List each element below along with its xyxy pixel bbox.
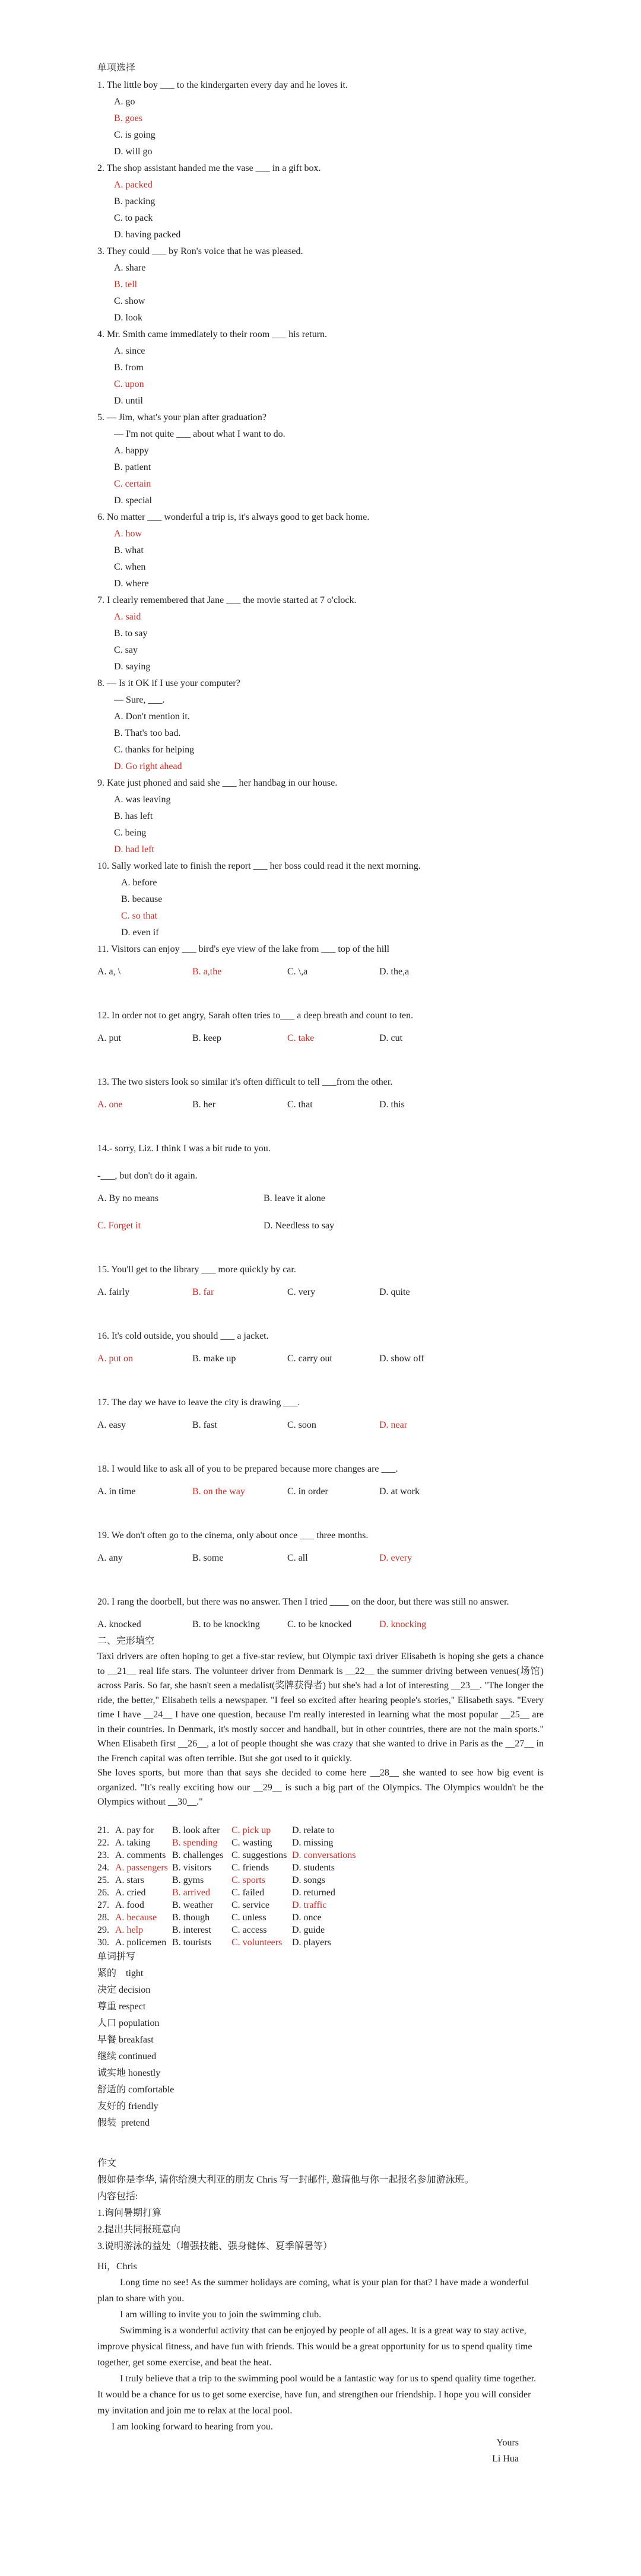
answer-option: B. what	[114, 545, 144, 555]
question-stem: 20. I rang the doorbell, but there was no answer. Then I tried ____ on the door, but there was still no answer.	[97, 1597, 509, 1607]
question-stem: 14.- sorry, Liz. I think I was a bit rude to you.	[97, 1144, 271, 1154]
answer-option: A. since	[114, 346, 145, 356]
vocab-item: 人口 population	[97, 2018, 160, 2028]
answer-option: A. put	[97, 1033, 121, 1043]
answer-option: A. said	[114, 612, 141, 622]
cloze-option: C. volunteers	[231, 1937, 283, 1948]
answer-option: C. \,a	[287, 967, 308, 977]
answer-option: D. even if	[121, 928, 159, 938]
answer-option: A. knocked	[97, 1619, 141, 1630]
prompt-line: 内容包括:	[97, 2191, 138, 2202]
cloze-option: C. friends	[231, 1862, 269, 1873]
option-row	[97, 1550, 544, 1567]
answer-option: D. Go right ahead	[114, 761, 182, 771]
cloze-option: D. returned	[292, 1887, 335, 1898]
answer-option: C. that	[287, 1100, 313, 1110]
answer-option: C. being	[114, 828, 147, 838]
vocab-item: 诚实地 honestly	[97, 2067, 161, 2078]
answer-option: B. her	[192, 1100, 216, 1110]
answer-option: A. one	[97, 1100, 123, 1110]
letter-greeting: Hi，Chris	[97, 2261, 137, 2272]
cloze-option: A. stars	[115, 1875, 144, 1885]
answer-option: D. cut	[379, 1033, 403, 1043]
answer-option: C. in order	[287, 1486, 328, 1497]
question-stem: 19. We don't often go to the cinema, only about once ___ three months.	[97, 1530, 369, 1540]
cloze-option: B. gyms	[172, 1875, 204, 1885]
cloze-number: 21.	[97, 1825, 109, 1835]
answer-option: A. share	[114, 263, 146, 273]
cloze-number: 24.	[97, 1862, 109, 1873]
question-stem: 6. No matter ___ wonderful a trip is, it's always good to get back home.	[97, 512, 370, 522]
answer-option: C. Forget it	[97, 1221, 141, 1231]
answer-option: D. until	[114, 396, 143, 406]
answer-option: B. from	[114, 363, 144, 373]
prompt-line: 假如你是李华, 请你给澳大利亚的朋友 Chris 写一封邮件, 邀请他与你一起报名参加游泳班。	[97, 2174, 474, 2185]
answer-option: C. thanks for helping	[114, 745, 195, 755]
answer-option: D. near	[379, 1420, 408, 1430]
cloze-number: 23.	[97, 1850, 109, 1860]
cloze-passage-1: Taxi drivers are often hoping to get a five-star review, but Olympic taxi driver Elisabeth is hoping she gets a chance to __21__ real life stars. The volunteer driver from Denmark is __22__ the summer driving between venues(场馆) across Paris. So far, she hasn't seen a medalist(奖牌获得者) but she's had a lot of interesting __23__. "The longer the ride, the better," Elisabeth tells a newspaper. "I feel so excited after hearing people's stories," Elisabeth says. "Every time I have __24__ I have one question, because I'm really interested in learning what the most popular __25__ are in their countries. In Denmark, it's mostly soccer and handball, but in other countries, there are not the main sports." When Elisabeth first __26__, a lot of people thought she was crazy that she wanted to drive in Paris as the __27__ in the French capital was often terrible. But she got used to it quickly.	[97, 1651, 544, 1764]
prompt-line: 2.提出共同报班意向	[97, 2224, 181, 2235]
answer-option: C. soon	[287, 1420, 316, 1430]
option-row	[97, 1616, 544, 1633]
answer-option: C. say	[114, 645, 138, 655]
option-row	[97, 1484, 544, 1500]
cloze-number: 28.	[97, 1912, 109, 1923]
cloze-option: A. because	[115, 1912, 157, 1923]
letter-paragraph: Long time no see! As the summer holidays are coming, what is your plan for that? I have made a wonderful plan to share with you.	[97, 2277, 529, 2304]
cloze-number: 29.	[97, 1924, 109, 1935]
answer-option: D. where	[114, 579, 149, 589]
cloze-option: A. policemen	[115, 1937, 167, 1948]
section-heading-mc: 单项选择	[97, 63, 136, 73]
answer-option: D. this	[379, 1100, 405, 1110]
cloze-option-row	[97, 1874, 544, 1886]
answer-option: A. a, \	[97, 967, 121, 977]
letter-paragraph: I truly believe that a trip to the swimming pool would be a fantastic way for us to spend quality time together. It would be a chance for us to get some exercise, have fun, and strengthen our friendship. I hope you will consider my invitation and join me to relax at the local pool.	[97, 2373, 537, 2416]
cloze-option: D. relate to	[292, 1825, 335, 1835]
vocab-item: 尊重 respect	[97, 2001, 146, 2012]
option-row	[97, 1030, 544, 1047]
answer-option: C. all	[287, 1553, 308, 1563]
cloze-option-row	[97, 1849, 544, 1862]
option-row	[97, 964, 544, 980]
answer-option: D. every	[379, 1553, 412, 1563]
cloze-option-row	[97, 1837, 544, 1849]
answer-option: D. had left	[114, 844, 154, 855]
answer-option: B. fast	[192, 1420, 217, 1430]
cloze-option: C. sports	[231, 1875, 265, 1885]
cloze-option: D. conversations	[292, 1850, 356, 1860]
cloze-option: C. suggestions	[231, 1850, 287, 1860]
option-row	[97, 1097, 544, 1113]
cloze-option: B. challenges	[172, 1850, 224, 1860]
answer-option: A. happy	[114, 446, 149, 456]
answer-option: C. when	[114, 562, 146, 572]
cloze-option: D. traffic	[292, 1900, 327, 1910]
question-stem: 10. Sally worked late to finish the report ___ her boss could read it the next morning.	[97, 861, 421, 871]
answer-option: B. far	[192, 1287, 214, 1297]
answer-option: B. on the way	[192, 1486, 245, 1497]
question-stem: 3. They could ___ by Ron's voice that he was pleased.	[97, 246, 303, 256]
answer-option: D. show off	[379, 1354, 424, 1364]
letter-paragraph: I am willing to invite you to join the swimming club.	[120, 2309, 322, 2320]
answer-option: D. at work	[379, 1486, 420, 1497]
vocab-item: 决定 decision	[97, 1984, 151, 1995]
cloze-option: D. guide	[292, 1924, 325, 1935]
answer-option: C. to pack	[114, 213, 153, 223]
vocab-item: 友好的 friendly	[97, 2101, 158, 2111]
letter-paragraph: Swimming is a wonderful activity that can be enjoyed by people of all ages. It is a great way to stay active, improve physical fitness, and have fun with friends. This would be a great opportunity for us to spend quality time together, get some exercise, and beat the heat.	[97, 2325, 532, 2368]
cloze-option-row	[97, 1924, 544, 1936]
section-heading-vocab: 单词拼写	[97, 1951, 136, 1962]
question-stem-line2: -___, but don't do it again.	[97, 1171, 198, 1181]
question-stem: 5. — Jim, what's your plan after graduation?	[97, 412, 267, 423]
cloze-option: A. pay for	[115, 1825, 154, 1835]
cloze-option: D. students	[292, 1862, 335, 1873]
answer-option: A. was leaving	[114, 795, 171, 805]
vocab-item: 紧的 tight	[97, 1968, 144, 1978]
answer-option: C. take	[287, 1033, 315, 1043]
answer-option: B. make up	[192, 1354, 236, 1364]
cloze-option: B. look after	[172, 1825, 220, 1835]
vocab-item: 继续 continued	[97, 2051, 157, 2062]
question-stem: 12. In order not to get angry, Sarah often tries to___ a deep breath and count to ten.	[97, 1011, 414, 1021]
mc-questions-1-10	[97, 77, 544, 941]
answer-option: B. to be knocking	[192, 1619, 260, 1630]
vocab-item: 早餐 breakfast	[97, 2034, 154, 2045]
cloze-options	[97, 1824, 544, 1949]
cloze-option: D. songs	[292, 1875, 326, 1885]
option-row	[97, 1284, 544, 1301]
cloze-option-row	[97, 1936, 544, 1949]
question-stem: 9. Kate just phoned and said she ___ her handbag in our house.	[97, 778, 338, 788]
answer-option: C. so that	[121, 911, 157, 921]
answer-option: A. how	[114, 529, 142, 539]
cloze-option: B. arrived	[172, 1887, 210, 1898]
answer-option: B. tell	[114, 279, 138, 290]
cloze-option: B. spending	[172, 1837, 218, 1848]
section-heading-cloze: 二、完形填空	[97, 1636, 155, 1646]
answer-option: C. very	[287, 1287, 316, 1297]
question-stem: 16. It's cold outside, you should ___ a jacket.	[97, 1331, 269, 1341]
answer-option: D. saying	[114, 662, 151, 672]
answer-option: A. before	[121, 878, 157, 888]
question-stem: 7. I clearly remembered that Jane ___ the movie started at 7 o'clock.	[97, 595, 357, 605]
answer-option: D. knocking	[379, 1619, 427, 1630]
cloze-option: C. failed	[231, 1887, 265, 1898]
answer-option: B. leave it alone	[264, 1193, 325, 1203]
cloze-option: A. comments	[115, 1850, 166, 1860]
question-stem: 13. The two sisters look so similar it's often difficult to tell ___from the other.	[97, 1077, 393, 1087]
question-stem-line2: — I'm not quite ___ about what I want to do.	[114, 429, 285, 439]
vocab-list	[97, 1965, 544, 2132]
answer-option: B. to say	[114, 628, 148, 639]
answer-option: C. certain	[114, 479, 151, 489]
cloze-option: C. unless	[231, 1912, 266, 1923]
answer-option: A. any	[97, 1553, 123, 1563]
cloze-option: A. passengers	[115, 1862, 168, 1873]
answer-option: C. carry out	[287, 1354, 332, 1364]
answer-option: B. because	[121, 894, 163, 904]
answer-option: D. will go	[114, 147, 153, 157]
cloze-option: A. food	[115, 1900, 144, 1910]
question-stem: 17. The day we have to leave the city is drawing ___.	[97, 1397, 300, 1408]
vocab-item: 假装 pretend	[97, 2117, 150, 2128]
answer-option: D. look	[114, 313, 142, 323]
cloze-option: B. tourists	[172, 1937, 211, 1948]
cloze-option: C. wasting	[231, 1837, 272, 1848]
answer-option: A. in time	[97, 1486, 136, 1497]
cloze-option-row	[97, 1899, 544, 1911]
answer-option: D. special	[114, 495, 152, 506]
answer-option: B. a,the	[192, 967, 222, 977]
answer-option: A. packed	[114, 180, 153, 190]
answer-option: B. has left	[114, 811, 153, 821]
question-stem-line2: — Sure, ___.	[114, 695, 165, 705]
answer-option: C. to be knocked	[287, 1619, 352, 1630]
cloze-option: A. cried	[115, 1887, 146, 1898]
question-stem: 18. I would like to ask all of you to be prepared because more changes are ___.	[97, 1464, 398, 1474]
cloze-option: C. service	[231, 1900, 269, 1910]
cloze-option: B. visitors	[172, 1862, 211, 1873]
letter-paragraph: I am looking forward to hearing from you.	[112, 2421, 273, 2432]
answer-option: C. upon	[114, 379, 144, 389]
cloze-option: B. weather	[172, 1900, 214, 1910]
cloze-option-row	[97, 1886, 544, 1899]
cloze-passage-2: She loves sports, but more than that says she decided to come here __28__ she wanted to see how big event is organized. "It's really exciting how our __29__ is such a big part of the Olympics. The Olympics wouldn't be the Olympics without __30__."	[97, 1768, 544, 1807]
letter-closing: Yours	[496, 2437, 519, 2448]
cloze-number: 27.	[97, 1900, 109, 1910]
answer-option: A. By no means	[97, 1193, 159, 1203]
answer-option: B. patient	[114, 462, 151, 472]
answer-option: D. Needless to say	[264, 1221, 335, 1231]
answer-option: A. easy	[97, 1420, 126, 1430]
prompt-line: 1.询问暑期打算	[97, 2207, 162, 2218]
answer-option: A. Don't mention it.	[114, 712, 190, 722]
writing-prompt	[97, 2172, 544, 2255]
letter-signature: Li Hua	[492, 2453, 519, 2464]
cloze-number: 30.	[97, 1937, 109, 1948]
cloze-option: D. once	[292, 1912, 322, 1923]
answer-option: D. having packed	[114, 230, 181, 240]
option-row	[97, 1218, 544, 1234]
question-stem: 11. Visitors can enjoy ___ bird's eye view of the lake from ___ top of the hill	[97, 944, 390, 954]
cloze-number: 22.	[97, 1837, 109, 1848]
option-row	[97, 1417, 544, 1434]
cloze-number: 25.	[97, 1875, 109, 1885]
cloze-option: B. interest	[172, 1924, 211, 1935]
letter	[97, 2259, 544, 2467]
question-stem: 15. You'll get to the library ___ more quickly by car.	[97, 1265, 296, 1275]
answer-option: A. go	[114, 97, 135, 107]
section-heading-writing: 作文	[97, 2158, 117, 2168]
cloze-option: C. pick up	[231, 1825, 271, 1835]
answer-option: B. goes	[114, 113, 142, 123]
question-stem: 4. Mr. Smith came immediately to their room ___ his return.	[97, 329, 328, 339]
answer-option: B. some	[192, 1553, 224, 1563]
question-stem: 1. The little boy ___ to the kindergarten every day and he loves it.	[97, 80, 348, 90]
question-stem: 8. — Is it OK if I use your computer?	[97, 678, 240, 688]
answer-option: D. quite	[379, 1287, 410, 1297]
vocab-item: 舒适的 comfortable	[97, 2084, 174, 2095]
answer-option: D. the,a	[379, 967, 410, 977]
mc-questions-11-20	[97, 941, 544, 1633]
cloze-option: A. taking	[115, 1837, 151, 1848]
answer-option: B. keep	[192, 1033, 221, 1043]
cloze-number: 26.	[97, 1887, 109, 1898]
cloze-option: B. though	[172, 1912, 210, 1923]
answer-option: B. That's too bad.	[114, 728, 181, 738]
cloze-option: A. help	[115, 1924, 144, 1935]
cloze-option: D. missing	[292, 1837, 334, 1848]
cloze-option-row	[97, 1862, 544, 1874]
answer-option: C. is going	[114, 130, 156, 140]
question-stem: 2. The shop assistant handed me the vase ___ in a gift box.	[97, 163, 321, 173]
cloze-option-row	[97, 1824, 544, 1837]
answer-option: B. packing	[114, 196, 156, 207]
answer-option: A. fairly	[97, 1287, 130, 1297]
answer-option: A. put on	[97, 1354, 133, 1364]
cloze-option: C. access	[231, 1924, 267, 1935]
cloze-option: D. players	[292, 1937, 331, 1948]
prompt-line: 3.说明游泳的益处（增强技能、强身健体、夏季解暑等）	[97, 2241, 333, 2251]
cloze-option-row	[97, 1911, 544, 1924]
option-row	[97, 1351, 544, 1367]
answer-option: C. show	[114, 296, 145, 306]
option-row	[97, 1190, 544, 1207]
